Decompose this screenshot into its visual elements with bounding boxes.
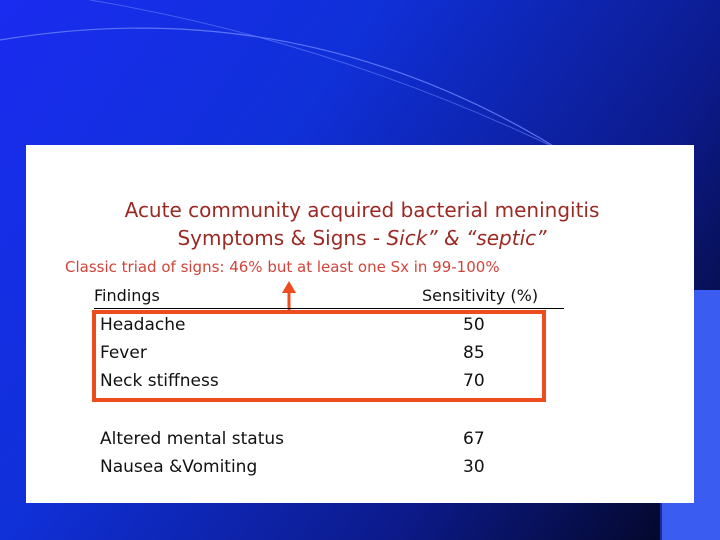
- table-row-sensitivity: 67: [463, 429, 485, 449]
- title-line2-italic: Sick” & “septic”: [386, 226, 547, 250]
- header-divider: [94, 308, 564, 309]
- classic-triad-note: Classic triad of signs: 46% but at least one Sx in 99-100%: [65, 258, 500, 276]
- title-line2-prefix: Symptoms & Signs -: [177, 226, 387, 250]
- column-header-findings: Findings: [94, 286, 160, 305]
- table-row-sensitivity: 30: [463, 457, 485, 477]
- table-row-sensitivity: 85: [463, 343, 485, 363]
- slide-title: Acute community acquired bacterial meningitis: [124, 198, 600, 222]
- table-row-finding: Neck stiffness: [100, 371, 219, 391]
- table-row-finding: Headache: [100, 315, 186, 335]
- table-row-sensitivity: 50: [463, 315, 485, 335]
- table-row-sensitivity: 70: [463, 371, 485, 391]
- table-row-finding: Altered mental status: [100, 429, 284, 449]
- table-row-finding: Nausea &Vomiting: [100, 457, 258, 477]
- table-row-finding: Fever: [100, 343, 147, 363]
- column-header-sensitivity: Sensitivity (%): [422, 286, 539, 305]
- slide-content-panel: [26, 145, 694, 503]
